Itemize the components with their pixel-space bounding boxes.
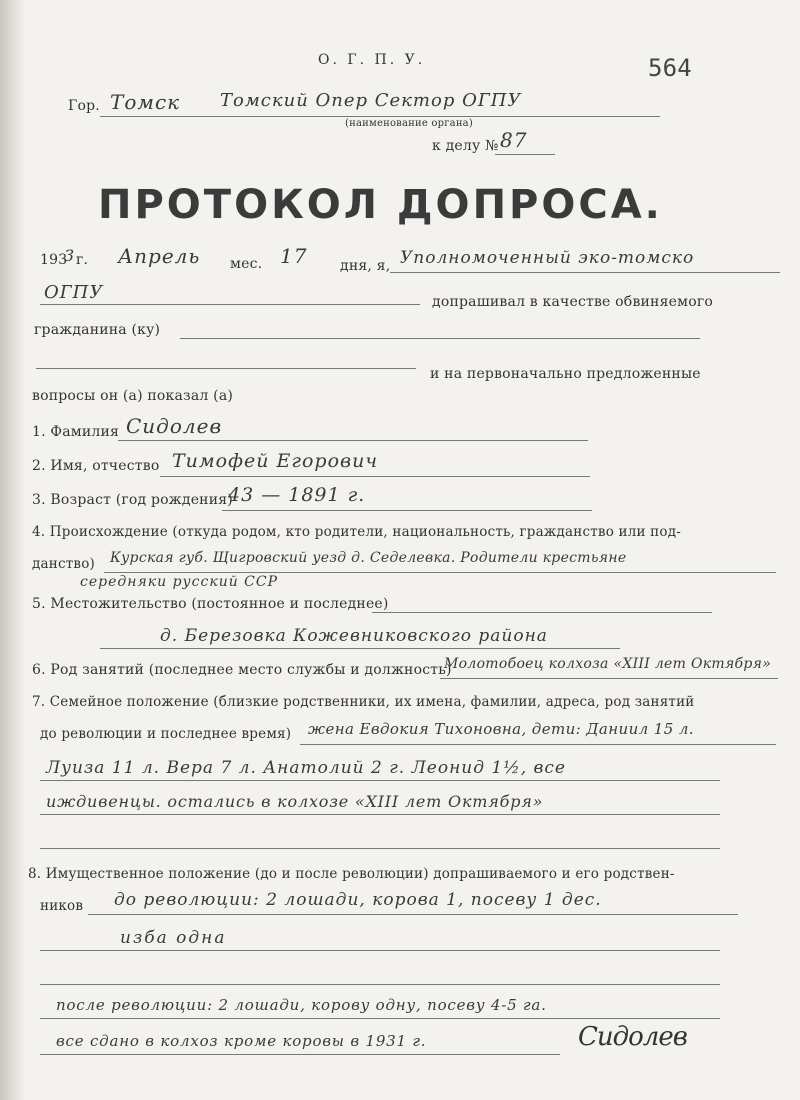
field-name-label: 2. Имя, отчество xyxy=(32,458,160,474)
day-handwritten: 17 xyxy=(280,244,308,268)
field-residence-value: д. Березовка Кожевниковского района xyxy=(160,626,548,646)
field-property-label-2: ников xyxy=(40,898,84,914)
officer-underline-2 xyxy=(40,304,420,305)
case-number: 87 xyxy=(500,128,528,152)
year-suffix: г. xyxy=(76,252,89,268)
residence-underline-1 xyxy=(372,612,712,613)
property-underline-5 xyxy=(40,1054,560,1055)
case-underline xyxy=(495,154,555,155)
origin-underline xyxy=(104,572,776,573)
field-age-value: 43 — 1891 г. xyxy=(228,484,366,506)
organ-caption: (наименование органа) xyxy=(345,118,473,129)
field-property-label: 8. Имущественное положение (до и после революции) допрашиваемого и его родствен- xyxy=(28,866,675,882)
field-origin-value-2: середняки русский ССР xyxy=(80,574,279,590)
field-residence-label: 5. Местожительство (постоянное и последнее) xyxy=(32,596,389,612)
page-title: ПРОТОКОЛ ДОПРОСА. xyxy=(98,182,663,228)
interrogated-text: допрашивал в качестве обвиняемого xyxy=(432,294,713,310)
agency-header: О. Г. П. У. xyxy=(318,52,426,68)
field-family-value-2: Луиза 11 л. Вера 7 л. Анатолий 2 г. Леонид 1½, все xyxy=(46,758,566,778)
age-underline xyxy=(222,510,592,511)
city-label: Гор. xyxy=(68,98,100,114)
property-underline-1 xyxy=(88,914,738,915)
occupation-underline xyxy=(440,678,778,679)
family-underline-3 xyxy=(40,814,720,815)
field-property-value-3: после революции: 2 лошади, корову одну, посеву 4-5 га. xyxy=(56,996,547,1014)
field-age-label: 3. Возраст (год рождения) xyxy=(32,492,233,508)
field-origin-value: Курская губ. Щигровский уезд д. Седелевка. Родители крестьяне xyxy=(110,550,627,566)
scan-edge-shadow xyxy=(0,0,26,1100)
field-origin-label-2: данство) xyxy=(32,556,95,572)
field-family-label-2: до революции и последнее время) xyxy=(40,726,292,742)
blank-line xyxy=(36,368,416,369)
family-underline-4 xyxy=(40,848,720,849)
organ-handwritten: Томский Опер Сектор ОГПУ xyxy=(220,90,522,111)
field-property-value-2: изба одна xyxy=(120,928,227,948)
field-origin-label: 4. Происхождение (откуда родом, кто родители, национальность, гражданство или под- xyxy=(32,524,681,540)
officer-underline xyxy=(390,272,780,273)
case-label: к делу № xyxy=(432,138,499,154)
month-handwritten: Апрель xyxy=(118,244,201,268)
field-surname-value: Сидолев xyxy=(126,414,223,438)
organ-underline xyxy=(100,116,660,117)
officer-handwritten: Уполномоченный эко-томско xyxy=(400,248,695,268)
residence-underline-2 xyxy=(100,648,620,649)
month-label: мес. xyxy=(230,256,263,272)
day-label: дня, я, xyxy=(340,258,391,274)
field-name-value: Тимофей Егорович xyxy=(172,450,379,472)
field-family-value: жена Евдокия Тихоновна, дети: Даниил 15 л. xyxy=(308,720,694,738)
city-handwritten: Томск xyxy=(110,90,181,114)
field-occupation-label: 6. Род занятий (последнее место службы и должность) xyxy=(32,662,452,678)
year-handwritten: 3 xyxy=(64,246,76,265)
officer-handwritten-2: ОГПУ xyxy=(44,282,104,303)
field-family-value-3: иждивенцы. остались в колхозе «XIII лет Октября» xyxy=(46,792,544,811)
questions-text: вопросы он (а) показал (а) xyxy=(32,388,234,404)
field-property-value: до революции: 2 лошади, корова 1, посеву 1 дес. xyxy=(114,890,602,910)
field-surname-label: 1. Фамилия xyxy=(32,424,120,440)
family-underline-2 xyxy=(40,780,720,781)
first-questions-text: и на первоначально предложенные xyxy=(430,366,701,382)
page-number: 564 xyxy=(648,54,692,82)
name-underline xyxy=(160,476,590,477)
property-underline-2 xyxy=(40,950,720,951)
family-underline-1 xyxy=(300,744,776,745)
field-property-value-4: все сдано в колхоз кроме коровы в 1931 г. xyxy=(56,1032,427,1050)
field-occupation-value: Молотобоец колхоза «XIII лет Октября» xyxy=(444,656,772,672)
property-underline-3 xyxy=(40,984,720,985)
signature: Сидолев xyxy=(578,1022,687,1052)
property-underline-4 xyxy=(40,1018,720,1019)
citizen-label: гражданина (ку) xyxy=(34,322,161,338)
surname-underline xyxy=(118,440,588,441)
citizen-underline xyxy=(180,338,700,339)
year-prefix: 193 xyxy=(40,252,68,268)
field-family-label: 7. Семейное положение (близкие родственники, их имена, фамилии, адреса, род занятий xyxy=(32,694,695,710)
